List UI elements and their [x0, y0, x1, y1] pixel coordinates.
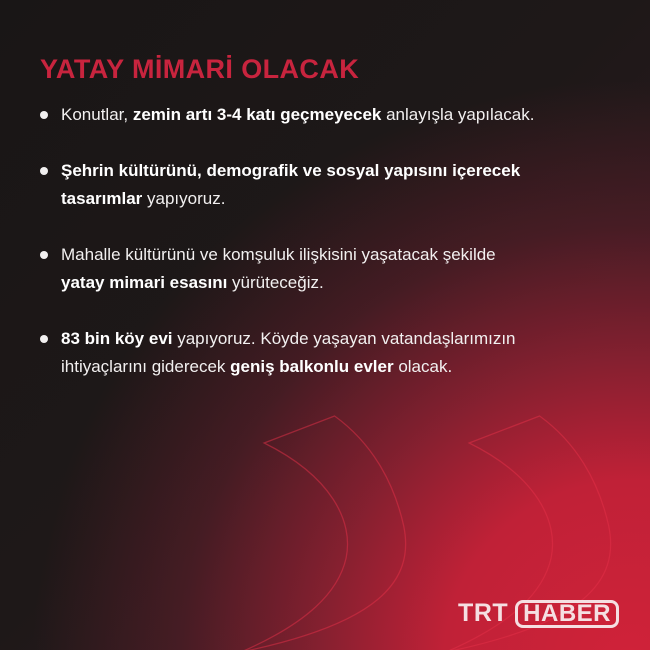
bullet-list	[40, 101, 620, 409]
bullet-item	[40, 157, 620, 213]
bullet-text: Şehrin kültürünü, demografik ve sosyal yapısını içerecek tasarımlar yapıyoruz.	[61, 161, 521, 208]
bullet-item	[40, 241, 620, 297]
bullet-item	[40, 101, 620, 129]
logo-haber-text: HABER	[523, 599, 611, 627]
page-title: YATAY MİMARİ OLACAK	[40, 54, 360, 84]
bullet-text: Mahalle kültürünü ve komşuluk ilişkisini yaşatacak şekilde yatay mimari esasını yürüteceğiz.	[61, 245, 496, 292]
logo-trt-text: TRT	[458, 599, 509, 627]
trt-haber-logo	[458, 599, 619, 628]
bullet-item	[40, 325, 620, 381]
bullet-text: 83 bin köy evi yapıyoruz. Köyde yaşayan vatandaşlarımızın ihtiyaçlarını giderecek geniş balkonlu evler olacak.	[61, 329, 516, 376]
bullet-text: Konutlar, zemin artı 3-4 katı geçmeyecek anlayışla yapılacak.	[61, 105, 535, 124]
bullet-dot-icon	[40, 335, 48, 343]
bullet-dot-icon	[40, 167, 48, 175]
bullet-dot-icon	[40, 251, 48, 259]
logo-haber-box	[515, 600, 619, 628]
bullet-dot-icon	[40, 111, 48, 119]
